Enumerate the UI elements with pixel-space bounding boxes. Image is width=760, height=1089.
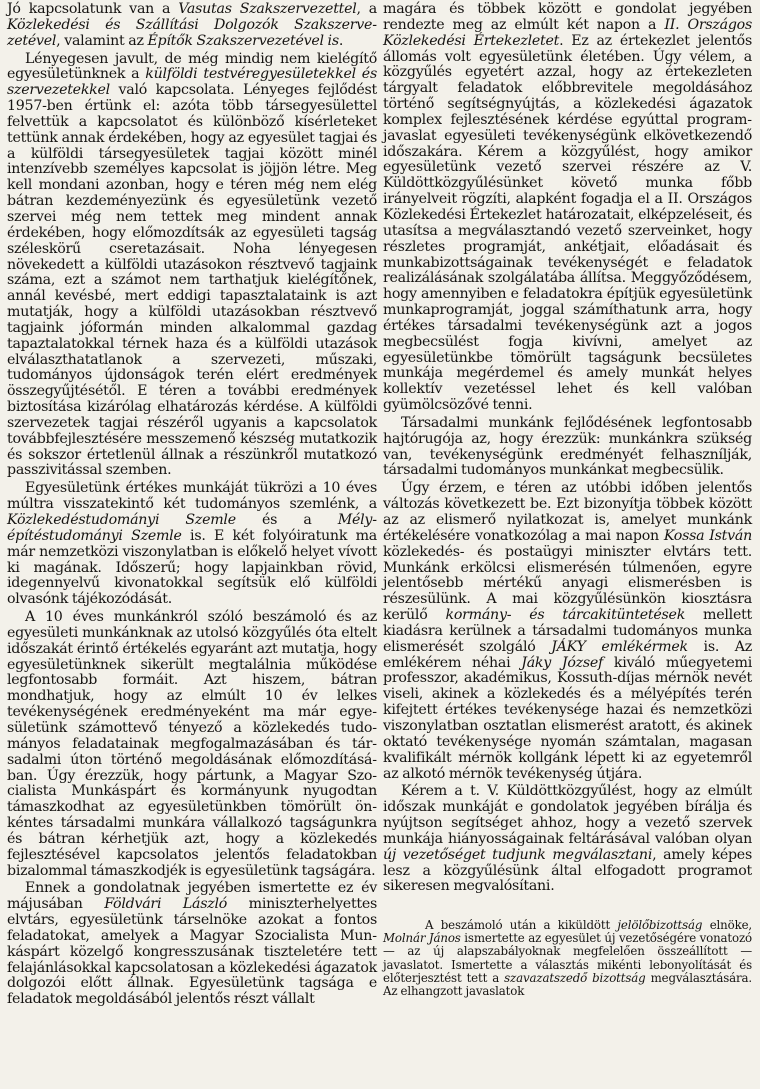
emphasized-text: kormány- és tárcakitüntetések	[445, 607, 686, 624]
text-run: Úgy érzem, e téren az utóbbi időben jelentős változás következett be. Ezt bizonyítja többek között az az elismerő nyilatkozat is, amelyet munkánk értékelésére vonatkozólag a mai napon	[383, 480, 752, 544]
emphasized-text: Mélyépítéstudományi Szemle	[7, 512, 377, 544]
emphasized-text: II. Országos Közlekedési Értekezletet	[383, 16, 752, 49]
paragraph-left-4	[7, 610, 377, 879]
emphasized-text: Földvári László	[104, 896, 228, 913]
emphasized-text: Molnár János	[383, 931, 461, 946]
text-run: , valamint az	[56, 32, 148, 49]
text-run: való kapcsolata. Lényeges fejlődést 1957-ben értünk el: azóta több társegyesülettel felvettük a kapcsolatot és különböző kísérleteket tettünk annak érdekében, hogy az egyesület tagjai és a külföldi társegyesületek tagjai között minél intenzívebb személyes kapcsolat is jöjjön létre. Meg kell mondani azonban, hogy e téren még nem elég bátran kezdeményezünk és egyesületünk vezető szervei még nem tettek meg mindent annak érdekében, hogy előmozdítsák az egyesületi tagság széleskörű cseretazásait. Noha lényegesen növekedett a külföldi utazásokon résztvevő tagjaink száma, ezt a számot nem tarthatjuk kielégítőnek, annál kevésbé, mert eddigi tapasztalataink is azt mutatják, hogy a külföldi utazásokban résztvevő tagjaink jóformán minden alkalommal gazdag tapaztalatokkal térnek haza és a külföldi utazások elválaszthatatlanok a szervezeti, műszaki, tudományos újdonságok terén elért eredmények összegyűjtésétől. E téren a további eredmények biztosítása kizárólag elhatározás kérdése. A külföldi szervezetek tagjai részéről ugyanis a kapcsolatok továbbfejlesztésére messzemenő készség mutatkozik és sokszor értetlenül állnak a részünkről mutatkozó passzivitással szemben.	[7, 82, 377, 479]
paragraph-left-2	[7, 52, 377, 480]
emphasized-text: Közlekedéstudományi Szemle	[7, 512, 236, 528]
paragraph-right-3	[383, 481, 752, 782]
text-run: és a	[235, 512, 338, 528]
text-run: Lényegesen javult, de még mindig nem kielégítő egyesületünknek a	[7, 50, 377, 83]
emphasized-text: jelölőbizottság	[617, 918, 703, 933]
paragraph-left-1	[7, 2, 377, 50]
text-run: is. Az emlékérem néhai	[383, 638, 752, 671]
text-run: Kérem a t. V. Küldöttközgyűlést, hogy az elmúlt időszak munkáját e gondolatok jegyében bírálja és nyújtson segítséget ahhoz, hogy a vezető szervek munkája hiányosságainak feltárásával valóban olyan	[383, 783, 752, 847]
text-run: magára és többek között e gondolat jegyében rendezte meg az elmúlt két napon a	[383, 1, 752, 33]
text-run: elnöke,	[702, 918, 752, 933]
text-run: Egyesületünk értékes munkáját tükrözi a 10 éves múltra visszatekintő két tudományos szemlénk, a	[7, 480, 377, 513]
footnote-text	[383, 919, 752, 998]
emphasized-text: Közlekedési és Szállítási Dolgozók Szakszervezetével	[7, 16, 377, 49]
text-run: mellett kiadásra kerülnek a társadalmi tudományos munka elismerését szolgáló	[383, 607, 752, 655]
text-run: ismertette az egyesület új vezetőségére vonatozó — az új alapszabályoknak megfelelően összeállított — javaslatot. Ismertette a választás mikénti lebonyolítását és előterjesztést tett a	[383, 931, 752, 985]
text-run: miniszterhelyettes elvtárs, egyesületünk társelnöke azokat a fontos feladatokat, amelyek a Magyar Szocialista Munkáspárt közelgő kongresszusának tiszteletére tett felajánlásokkal kapcsolatosan a közlekedési ágazatok dolgozói előtt állnak. Egyesületünk tagsága e feladatok megoldásából jelentős részt vállalt	[7, 896, 378, 1008]
paragraph-right-4	[383, 784, 752, 895]
text-run: . Ez az értekezlet jelentős állomás volt egyesületünk életében. Úgy vélem, a közgyűlés egyetért azzal, hogy az értekezleten tárgyalt feladatok előbbrevitele megoldásához történő segítségnyújtás, a közlekedési ágazatok komplex fejlesztésének kérdése egyúttal programjavaslat egyesületi tevékenységünk elkövetkezendő időszakára. Kérem a közgyűlést, hogy amikor egyesületünk vezető szervei részére az V. Küldöttközgyűlésünket követő munka főbb irányelveit rögzíti, alapként fogadja el a II. Országos Közlekedési Értekezlet határozatait, elképzeléseit, és utasítsa a megválasztandó vezető szerveinket, hogy részletes programját, ankétjait, előadásait és munkabizottságainak tevékenységét e feladatok realizálásának szolgálatába állítsa. Meggyőződésem, hogy amennyiben e feladatokra építjük egyesületünk munkaprogramját, joggal számíthatunk arra, hogy értékes társadalmi tevékenységünk azt a jogos megbecsülést fogja kivívni, amelyet az egyesületünkbe tömörült tagságunk becsületes munkája megérdemel és amely munkát helyes kollektív vezetéssel lehet és kell valóban gyümölcsözővé tenni.	[383, 32, 752, 414]
text-run: kiváló műegyetemi professzor, akadémikus, Kossuth-díjas mérnök nevét viseli, akinek a közlekedés és a mélyépítés terén kifejtett értékes tevékenysége hazai és nemzetközi viszonylatban osztatlan elismerést aratott, és akinek oktató tevékenysége nyomán számtalan, magasan kvalifikált mérnök kollgánk lépett ki az egyetemről az alkotó mérnök tevékenység útjára.	[383, 654, 752, 782]
text-run: A beszámoló után a kiküldött	[425, 918, 618, 933]
text-run: is. E két folyóiratunk ma már nemzetközi viszonylatban is előkelő helyet vívott ki magának. Időszerű; hogy lapjainkban rövid, idegennyelvű kivonatokkal segítsük elő külföldi olvasónk tájékozódását.	[7, 527, 377, 608]
right-column	[383, 2, 752, 998]
text-run: közlekedés- és postaügyi miniszter elvtárs tett. Munkánk erkölcsi elismerésén túlmenően, egyre jelentősebb mértékű anyagi elismerésben is részesülünk. A mai közgyűlésünkön kiosztásra kerülő	[383, 543, 752, 624]
emphasized-text: külföldi testvéregyesületekkel és szervezetekkel	[7, 66, 377, 99]
text-run: , amely képes lesz a közgyűlésünk által elfogadott programot sikeresen megvalósítani.	[383, 846, 752, 895]
paragraph-right-1	[383, 2, 752, 414]
emphasized-text: szavazatszedő bizottság	[504, 970, 646, 985]
left-column	[7, 2, 377, 1008]
text-run: megválasztására. Az elhangzott javaslatok	[383, 970, 752, 998]
text-run: A 10 éves munkánkról szóló beszámoló és az egyesületi munkánknak az utolsó közgyűlés óta eltelt időszakát érintő értékelés egyaránt azt mutatja, hogy egyesületünknek sikerült megtalálnia működése legfontosabb formáit. Azt hiszem, bátran mondhatjuk, hogy az elmúlt 10 év lelkes tevékenységének eredményeként ma már egyesületünk számottevő tényező a közlekedés tudományos feladatainak megfogalmazásában és társadalmi úton történő megoldásának előmozdításában. Úgy érezzük, hogy pártunk, a Magyar Szocialista Munkáspárt és kormányunk nyugodtan támaszkodhat az egyesületünkben tömörült önkéntes társadalmi munkára vállalkozó tagságunkra és bátran kérhetjük azt, hogy a közlekedés fejlesztésével kapcsolatos jelentős feladatokban bizalommal támaszkodjék is egyesületünk tagságára.	[7, 609, 377, 879]
paragraph-left-3	[7, 481, 377, 608]
emphasized-text: Építők Szakszervezetével is	[147, 32, 339, 49]
text-run: .	[338, 32, 344, 49]
text-run: Ennek a gondolatnak jegyében ismertette ez év májusában	[7, 880, 377, 913]
emphasized-text: Vasutas Szakszervezettel	[178, 1, 357, 17]
emphasized-text: JÁKY emlékérmek	[551, 638, 688, 655]
text-run: , a	[356, 1, 378, 17]
text-run: Jó kapcsolatunk van a	[7, 1, 179, 17]
paragraph-right-2	[383, 416, 752, 479]
paragraph-left-5	[7, 881, 377, 1008]
text-run: Társadalmi munkánk fejlődésének legfontosabb hajtórugója az, hogy érezzük: munkánkra szükség van, tevékenységünk eredményét felhasznílják, társadalmi tudományos munkánkat megbecsülik.	[383, 414, 752, 479]
emphasized-text: Jáky József	[521, 654, 604, 671]
emphasized-text: új vezetőséget tudjunk megválasztani	[383, 846, 653, 863]
emphasized-text: Kossa István	[663, 527, 752, 544]
